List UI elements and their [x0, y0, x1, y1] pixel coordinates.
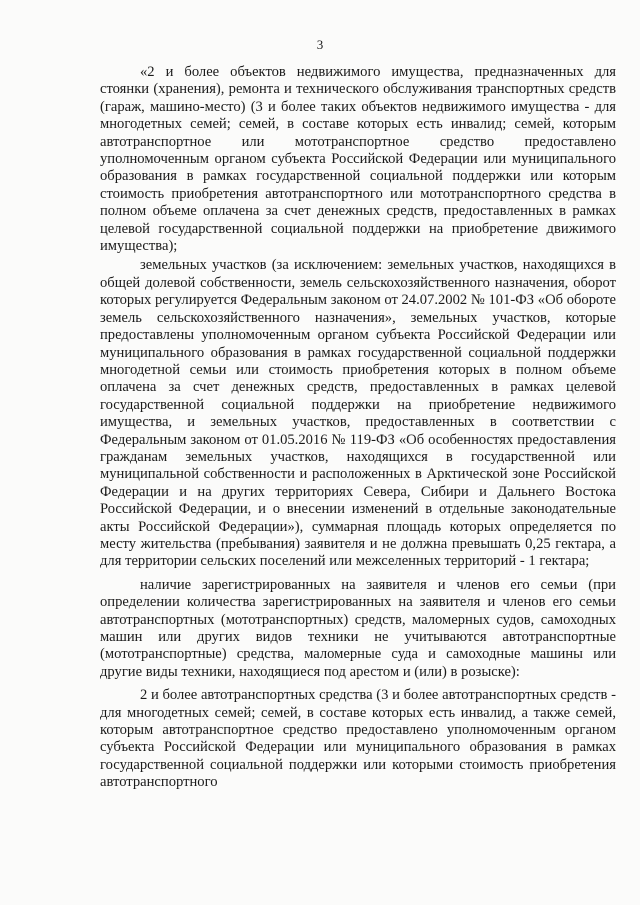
paragraph-registered-vehicles: наличие зарегистрированных на заявителя и членов его семьи (при определении количества зарегистрированных на заявителя и членов его семьи автотранспортных (мототранспортных) средств, маломерных судов, самоходных машин или других видов техники не учитываются автотранспортные (мототранспортные) средства, маломерные суда и самоходные машины или другие виды техники, находящиеся под арестом и (или) в розыске): — [100, 576, 616, 680]
paragraph-land-plots: земельных участков (за исключением: земельных участков, находящихся в общей долевой собственности, земель сельскохозяйственного назначения, оборот которых регулируется Федеральным законом от 24.07.2002 № 101-ФЗ «Об обороте земель сельскохозяйственного назначения», земельных участков, которые предоставлены уполномоченным органом субъекта Российской Федерации или муниципального образования в рамках государственной социальной поддержки многодетной семьи или стоимость приобретения которых в полном объеме оплачена за счет денежных средств, предоставленных в рамках целевой государственной социальной поддержки на приобретение недвижимого имущества, и земельных участков, предоставленных в соответствии с Федеральным законом от 01.05.2016 № 119-ФЗ «Об особенностях предоставления гражданам земельных участков, находящихся в государственной или муниципальной собственности и расположенных в Арктической зоне Российской Федерации и на других территориях Севера, Сибири и Дальнего Востока Российской Федерации, и о внесении изменений в отдельные законодательные акты Российской Федерации»), суммарная площадь которых определяется по месту жительства (пребывания) заявителя и не должна превышать 0,25 гектара, а для территории сельских поселений или межселенных территорий - 1 гектара; — [100, 257, 616, 570]
page-number: 3 — [316, 37, 324, 52]
paragraph-motor-vehicles: 2 и более автотранспортных средства (3 и более автотранспортных средств - для многодетных семей; семей, в составе которых есть инвалид, а также семей, которым автотранспортное средство предоставлено уполномоченным органом субъекта Российской Федерации или муниципального образования в рамках государственной социальной поддержки или которыми стоимость приобретения автотранспортного — [100, 687, 616, 791]
paragraph-garage-property: «2 и более объектов недвижимого имущества, предназначенных для стоянки (хранения), ремонта и технического обслуживания транспортных средств (гараж, машино-место) (3 и более таких объектов недвижимого имущества - для многодетных семей; семей, в составе которых есть инвалид; семей, которым автотранспортное или мототранспортное средство предоставлено уполномоченным органом субъекта Российской Федерации или муниципального образования в рамках государственной социальной поддержки или которым стоимость приобретения автотранспортного или мототранспортного средства в полном объеме оплачена за счет денежных средств, предоставленных в рамках целевой государственной социальной поддержки на приобретение движимого имущества); — [100, 64, 616, 255]
document-body — [100, 64, 616, 794]
